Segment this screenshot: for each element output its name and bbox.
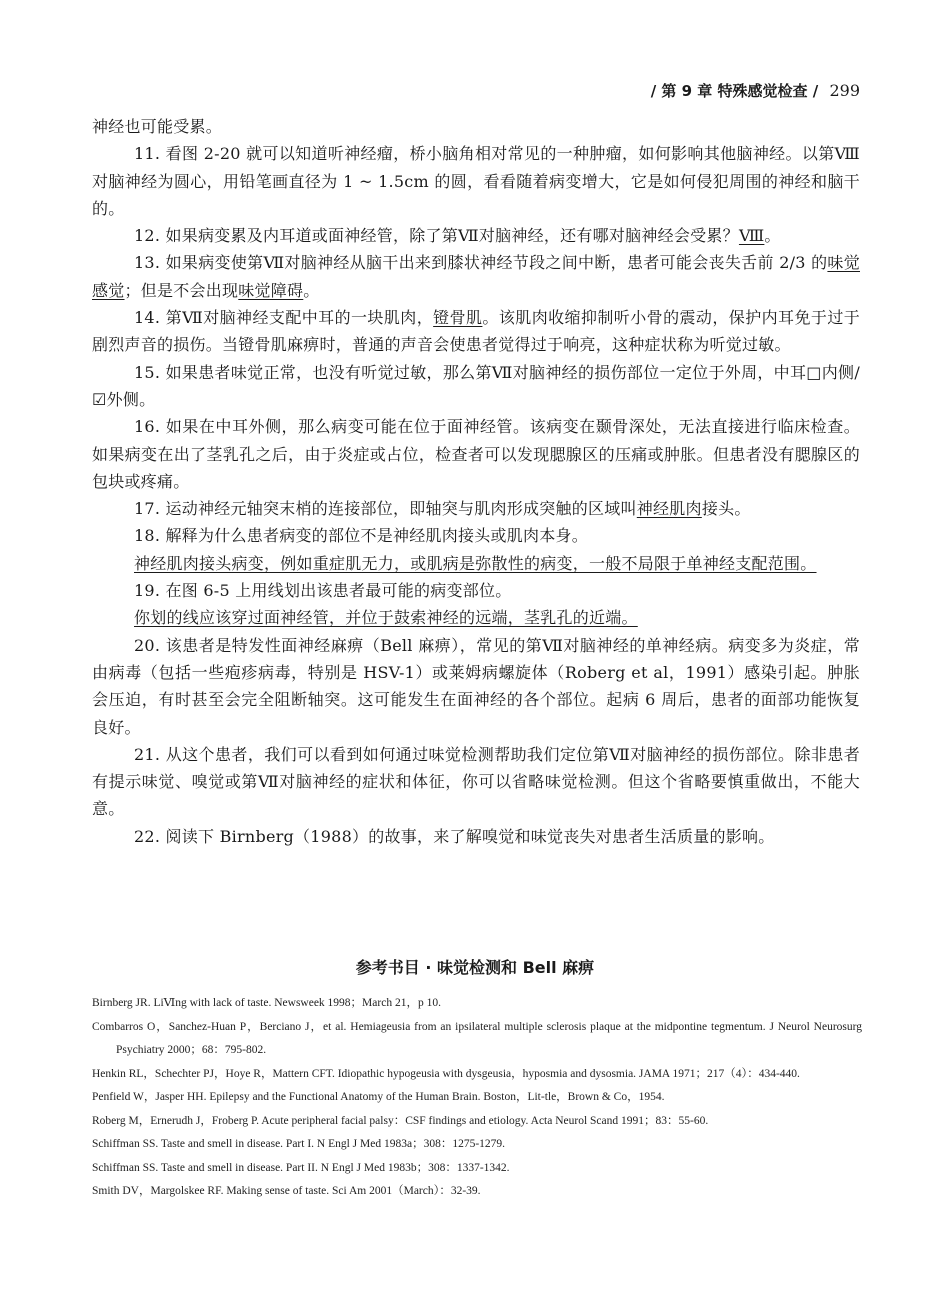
answer-17: 神经肌肉 xyxy=(636,499,702,519)
question-11: 11. 看图 2-20 就可以知道听神经瘤，桥小脑角相对常见的一种肿瘤，如何影响其他脑神经。以第Ⅷ对脑神经为圆心，用铅笔画直径为 1 ~ 1.5cm 的圆，看看随着病变增大，它是如何侵犯周围的神经和脑干的。 xyxy=(92,144,860,218)
reference-item: Birnberg JR. LiⅥng with lack of taste. Newsweek 1998；March 21，p 10. xyxy=(92,997,441,1009)
question-12 xyxy=(92,222,860,249)
question-13 xyxy=(92,249,860,304)
question-12-text: 12. 如果病变累及内耳道或面神经管，除了第Ⅶ对脑神经，还有哪对脑神经会受累？ xyxy=(134,226,739,246)
question-22: 22. 阅读下 Birnberg（1988）的故事，来了解嗅觉和味觉丧失对患者生活质量的影响。 xyxy=(134,826,775,846)
question-20: 20. 该患者是特发性面神经麻痹（Bell 麻痹），常见的第Ⅶ对脑神经的单神经病。病变多为炎症，常由病毒（包括一些疱疹病毒，特别是 HSV-1）或莱姆病螺旋体（Roberg et al，1991）感染引起。肿胀会压迫，有时甚至会完全阻断轴突。这可能发生在面神经的各个部位。起病 6 周后，患者的面部功能恢复良好。 xyxy=(92,635,860,737)
question-13-text-c: 。 xyxy=(303,280,320,300)
question-12-end: 。 xyxy=(764,226,781,246)
reference-item: Schiffman SS. Taste and smell in disease. Part II. N Engl J Med 1983b；308：1337-1342. xyxy=(92,1161,510,1174)
paragraph-continued: 神经也可能受累。 xyxy=(92,117,223,136)
question-19: 19. 在图 6-5 上用线划出该患者最可能的病变部位。 xyxy=(134,581,512,601)
answer-18: 神经肌肉接头病变，例如重症肌无力，或肌病是弥散性的病变，一般不局限于单神经支配范围。 xyxy=(134,553,817,573)
references-list xyxy=(92,992,862,1204)
reference-item: Roberg M，Ernerudh J，Froberg P. Acute peripheral facial palsy：CSF findings and etiology. Acta Neurol Scand 1991；83：55-60. xyxy=(92,1114,709,1127)
question-16: 16. 如果在中耳外侧，那么病变可能在位于面神经管。该病变在颞骨深处，无法直接进行临床检查。如果病变在出了茎乳孔之后，由于炎症或占位，检查者可以发现腮腺区的压痛或肿胀。但患者没有腮腺区的包块或疼痛。 xyxy=(92,417,860,491)
question-13-text-b: ；但是不会出现 xyxy=(124,280,239,300)
references-title: 参考书目 · 味觉检测和 Bell 麻痹 xyxy=(355,958,595,977)
answer-13-taste: 味觉感觉 xyxy=(92,253,860,300)
reference-item: Henkin RL，Schechter PJ，Hoye R，Mattern CFT. Idiopathic hypogeusia with dysgeusia，hyposmia and dysosmia. JAMA 1971；217（4）：434-440. xyxy=(92,1067,800,1080)
running-header xyxy=(560,80,860,101)
answer-12: Ⅷ xyxy=(738,226,765,246)
reference-item: Schiffman SS. Taste and smell in disease. Part I. N Engl J Med 1983a；308：1275-1279. xyxy=(92,1138,506,1150)
question-13-text-a: 13. 如果病变使第Ⅶ对脑神经从脑干出来到膝状神经节段之间中断，患者可能会丧失舌前 2/3 的 xyxy=(134,253,828,273)
question-14 xyxy=(92,304,860,359)
question-15: 15. 如果患者味觉正常，也没有听觉过敏，那么第Ⅶ对脑神经的损伤部位一定位于外周，中耳□内侧/☑外侧。 xyxy=(92,362,860,409)
question-18: 18. 解释为什么患者病变的部位不是神经肌肉接头或肌肉本身。 xyxy=(134,526,589,546)
page-number: 299 xyxy=(829,81,860,100)
question-14-text-a: 14. 第Ⅶ对脑神经支配中耳的一块肌肉， xyxy=(134,308,434,328)
answer-19: 你划的线应该穿过面神经管，并位于鼓索神经的远端，茎乳孔的近端。 xyxy=(134,608,638,628)
reference-item: Penfield W，Jasper HH. Epilepsy and the Functional Anatomy of the Human Brain. Boston，Lit-tle，Brown & Co，1954. xyxy=(92,1091,665,1103)
reference-item: Smith DV，Margolskee RF. Making sense of taste. Sci Am 2001（March）：32-39. xyxy=(92,1185,481,1197)
question-17-text-b: 接头。 xyxy=(701,499,751,519)
question-17-text-a: 17. 运动神经元轴突末梢的连接部位，即轴突与肌肉形成突触的区域叫 xyxy=(134,499,637,519)
answer-13-disorder: 味觉障碍 xyxy=(238,280,304,300)
main-text xyxy=(92,113,860,850)
reference-item: Combarros O，Sanchez-Huan P，Berciano J，et al. Hemiageusia from an ipsilateral multiple sclerosis plaque at the midpontine tegmentum. J Neurol Neurosurg Psychiatry 2000；68：795-802. xyxy=(92,1020,862,1056)
answer-14: 镫骨肌 xyxy=(433,308,483,328)
chapter-title: / 第 9 章 特殊感觉检查 / xyxy=(650,82,819,100)
question-14-text-b: 。该肌肉收缩抑制听小骨的震动，保护内耳免于过于剧烈声音的损伤。当镫骨肌麻痹时，普通的声音会使患者觉得过于响亮，这种症状称为听觉过敏。 xyxy=(92,308,860,355)
question-17 xyxy=(92,495,860,522)
question-21: 21. 从这个患者，我们可以看到如何通过味觉检测帮助我们定位第Ⅶ对脑神经的损伤部位。除非患者有提示味觉、嗅觉或第Ⅶ对脑神经的症状和体征，你可以省略味觉检测。但这个省略要慎重做出，不能大意。 xyxy=(92,744,860,819)
